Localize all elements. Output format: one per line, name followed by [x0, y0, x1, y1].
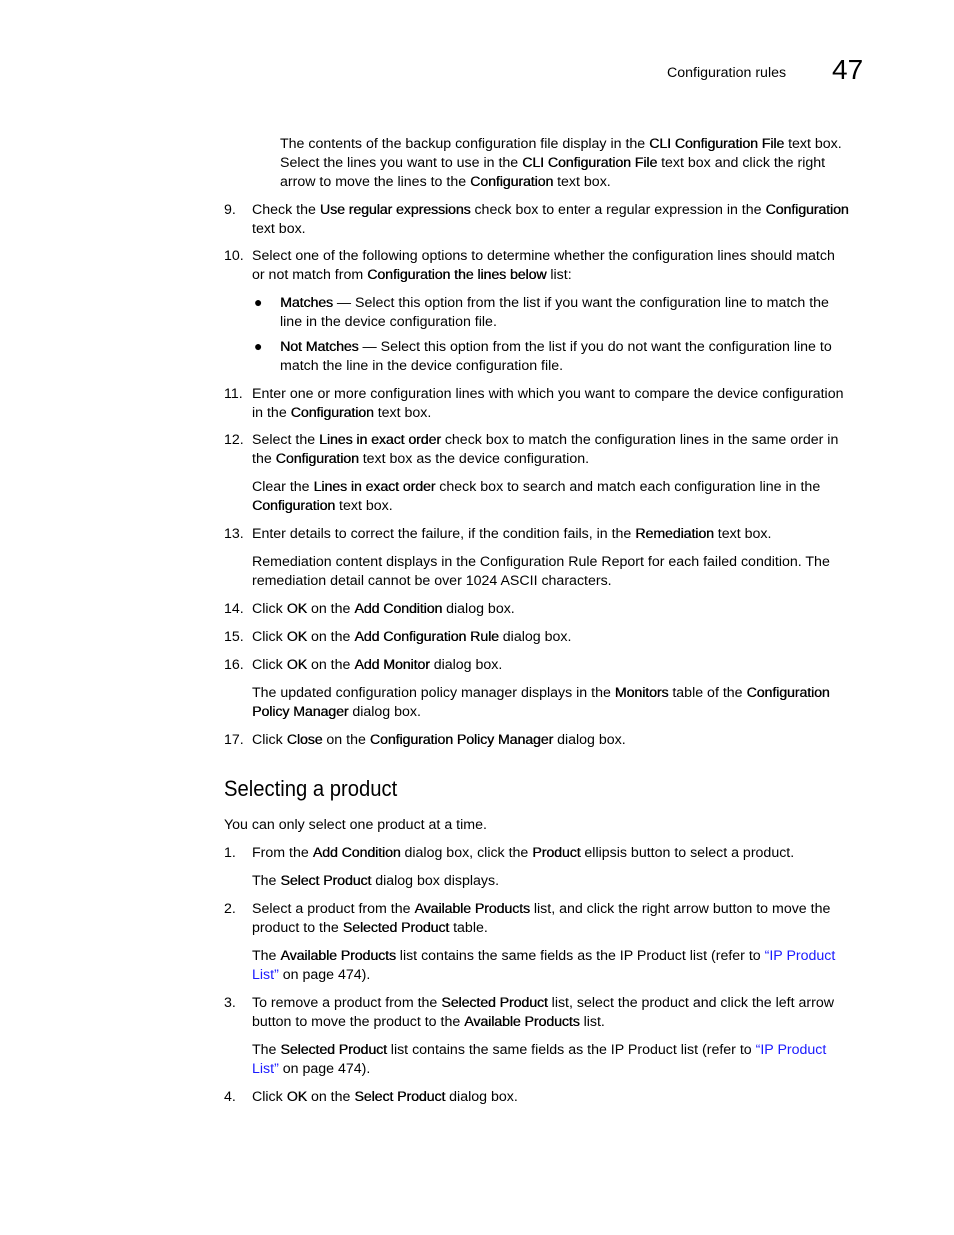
text-run: check box to match the configuration lines in the same order in [440, 432, 839, 448]
ui-term: Configuration [275, 451, 359, 467]
ui-term: Selected Product [280, 1042, 387, 1058]
text-run: or not match from [252, 267, 368, 283]
ui-term: Add Monitor [354, 657, 430, 673]
text-run: Select one of the following options to determine whether the configuration lines should match [252, 248, 835, 264]
step-number: 4. [224, 1089, 236, 1105]
text-run: dialog box. [348, 704, 421, 720]
step-text [252, 656, 502, 675]
ui-term: Configuration [765, 202, 849, 218]
text-run: dialog box. [553, 732, 626, 748]
step-number: 1. [224, 845, 236, 861]
step-text [252, 201, 849, 239]
text-run: To remove a product from the [252, 995, 442, 1011]
text-run: text box. [252, 221, 306, 237]
text-run: text box and click the right [657, 155, 826, 171]
ui-term: Configuration Policy Manager [369, 732, 554, 748]
text-run: Click [252, 1089, 287, 1105]
text-run: The [252, 948, 281, 964]
ui-term: Configuration [252, 498, 336, 514]
text-run: text box. [713, 526, 772, 542]
text-run: list contains the same fields as the IP Product list (refer to [395, 948, 765, 964]
text-run: dialog box, click the [400, 845, 533, 861]
ui-term: Configuration [470, 174, 554, 190]
text-run: table. [449, 920, 488, 936]
ui-term: OK [286, 1089, 307, 1105]
text-run: Check the [252, 202, 320, 218]
section-heading: Selecting a product [224, 776, 398, 801]
ui-term: OK [286, 657, 307, 673]
text-run: text box. [553, 174, 611, 190]
text-run: check box to search and match each configuration line in the [435, 479, 821, 495]
step-number: 16. [224, 657, 244, 673]
ui-term: Add Condition [312, 845, 401, 861]
text-run: dialog box. [445, 1089, 518, 1105]
text-run: text box. [784, 136, 842, 152]
text-run: list, select the product and click the left arrow [547, 995, 834, 1011]
ui-term: Lines in exact order [313, 479, 436, 495]
step-text [252, 247, 835, 285]
paragraph [280, 135, 842, 192]
step-text [252, 994, 834, 1032]
step-number: 3. [224, 995, 236, 1011]
ui-term: Configuration the lines below [367, 267, 547, 283]
text-run: list contains the same fields as the IP Product list (refer to [386, 1042, 756, 1058]
ui-term: OK [286, 601, 307, 617]
text-run: — Select this option from the list if you do not want the configuration line to [358, 339, 832, 355]
paragraph [252, 947, 835, 985]
text-run: arrow to move the lines to the [280, 174, 471, 190]
text-run: Remediation content displays in the Configuration Rule Report for each failed condition. The [252, 554, 830, 570]
text-run: list: [546, 267, 572, 283]
ui-term: Configuration [290, 405, 374, 421]
text-run: button to move the product to the [252, 1014, 465, 1030]
text-run: Enter details to correct the failure, if the condition fails, in the [252, 526, 636, 542]
text-run: The [252, 1042, 281, 1058]
step-text [252, 844, 794, 863]
text-run: ellipsis button to select a product. [580, 845, 795, 861]
text-run: From the [252, 845, 313, 861]
bullet-text [280, 294, 829, 332]
text-run: dialog box. [442, 601, 515, 617]
text-run: text box. [373, 405, 432, 421]
ui-term: Selected Product [441, 995, 548, 1011]
text-run: list. [579, 1014, 605, 1030]
paragraph [252, 478, 820, 516]
step-text [252, 385, 843, 423]
step-text [252, 525, 771, 544]
step-number: 2. [224, 901, 236, 917]
text-run: on page 474). [278, 967, 371, 983]
ui-term: Policy Manager [252, 704, 349, 720]
text-run: table of the [668, 685, 747, 701]
step-text [252, 900, 830, 938]
text-run: on the [307, 601, 355, 617]
cross-reference-link[interactable]: List” [252, 1061, 279, 1077]
text-run: dialog box displays. [371, 873, 500, 889]
ui-term: Add Condition [354, 601, 443, 617]
ui-term: Available Products [464, 1014, 580, 1030]
ui-term: Select Product [354, 1089, 446, 1105]
text-run: on the [307, 1089, 355, 1105]
paragraph [252, 553, 830, 591]
ui-term: Use regular expressions [319, 202, 471, 218]
text-run: match the line in the device configuration file. [280, 358, 564, 374]
text-run: dialog box. [498, 629, 572, 645]
text-run: — Select this option from the list if you want the configuration line to match the [332, 295, 829, 311]
text-run: product to the [252, 920, 343, 936]
text-run: in the [252, 405, 291, 421]
ui-term: Product [532, 845, 581, 861]
ui-term: CLI Configuration File [522, 155, 658, 171]
step-number: 17. [224, 732, 244, 748]
step-number: 10. [224, 248, 244, 264]
text-run: on the [307, 629, 355, 645]
intro-text: You can only select one product at a time. [224, 817, 487, 833]
step-number: 12. [224, 432, 244, 448]
text-run: line in the device configuration file. [280, 314, 497, 330]
step-number: 11. [224, 386, 243, 402]
ui-term: Add Configuration Rule [354, 629, 499, 645]
ui-term: Matches [280, 295, 333, 311]
text-run: Click [252, 657, 287, 673]
ui-term: OK [286, 629, 307, 645]
text-run: Click [252, 732, 287, 748]
step-text [252, 600, 515, 619]
text-run: list, and click the right arrow button to move the [529, 901, 831, 917]
ui-term: CLI Configuration File [649, 136, 785, 152]
ui-term: Not Matches [280, 339, 359, 355]
step-number: 14. [224, 601, 244, 617]
text-run: on page 474). [278, 1061, 371, 1077]
ui-term: Lines in exact order [319, 432, 441, 448]
text-run: remediation detail cannot be over 1024 ASCII characters. [252, 573, 612, 589]
text-run: on the [307, 657, 355, 673]
ui-term: Selected Product [342, 920, 450, 936]
running-header-section: Configuration rules [667, 65, 787, 81]
ui-term: Monitors [614, 685, 669, 701]
cross-reference-link[interactable]: List” [252, 967, 279, 983]
text-run: Click [252, 601, 287, 617]
text-run: The updated configuration policy manager displays in the [252, 685, 615, 701]
cross-reference-link[interactable]: “IP Product [764, 948, 836, 964]
text-run: text box as the device configuration. [358, 451, 590, 467]
text-run: dialog box. [429, 657, 503, 673]
text-run: Select a product from the [252, 901, 415, 917]
paragraph [252, 1041, 826, 1079]
text-run: Click [252, 629, 287, 645]
bullet-icon: ● [254, 338, 263, 354]
step-number: 15. [224, 629, 244, 645]
step-text [252, 1088, 518, 1107]
bullet-text [280, 338, 832, 376]
step-number: 9. [224, 202, 236, 218]
text-run: text box. [335, 498, 393, 514]
text-run: check box to enter a regular expression in the [470, 202, 766, 218]
text-run: Select the lines you want to use in the [280, 155, 523, 171]
chapter-number: 47 [832, 54, 864, 85]
cross-reference-link[interactable]: “IP Product [755, 1042, 827, 1058]
text-run: Enter one or more configuration lines with which you want to compare the device configuration [252, 386, 844, 402]
step-text [252, 431, 838, 469]
step-text [252, 628, 571, 647]
text-run: The contents of the backup configuration file display in the [280, 136, 650, 152]
ui-term: Remediation [635, 526, 714, 542]
paragraph [252, 684, 830, 722]
step-text [252, 731, 626, 750]
text-run: on the [322, 732, 370, 748]
text-run: Select the [252, 432, 320, 448]
ui-term: Configuration [746, 685, 830, 701]
ui-term: Close [286, 732, 323, 748]
ui-term: Available Products [280, 948, 396, 964]
bullet-icon: ● [254, 294, 263, 310]
text-run: Clear the [252, 479, 314, 495]
paragraph [252, 872, 499, 891]
step-number: 13. [224, 526, 244, 542]
text-run: the [252, 451, 276, 467]
text-run: The [252, 873, 281, 889]
ui-term: Available Products [414, 901, 530, 917]
ui-term: Select Product [280, 873, 372, 889]
